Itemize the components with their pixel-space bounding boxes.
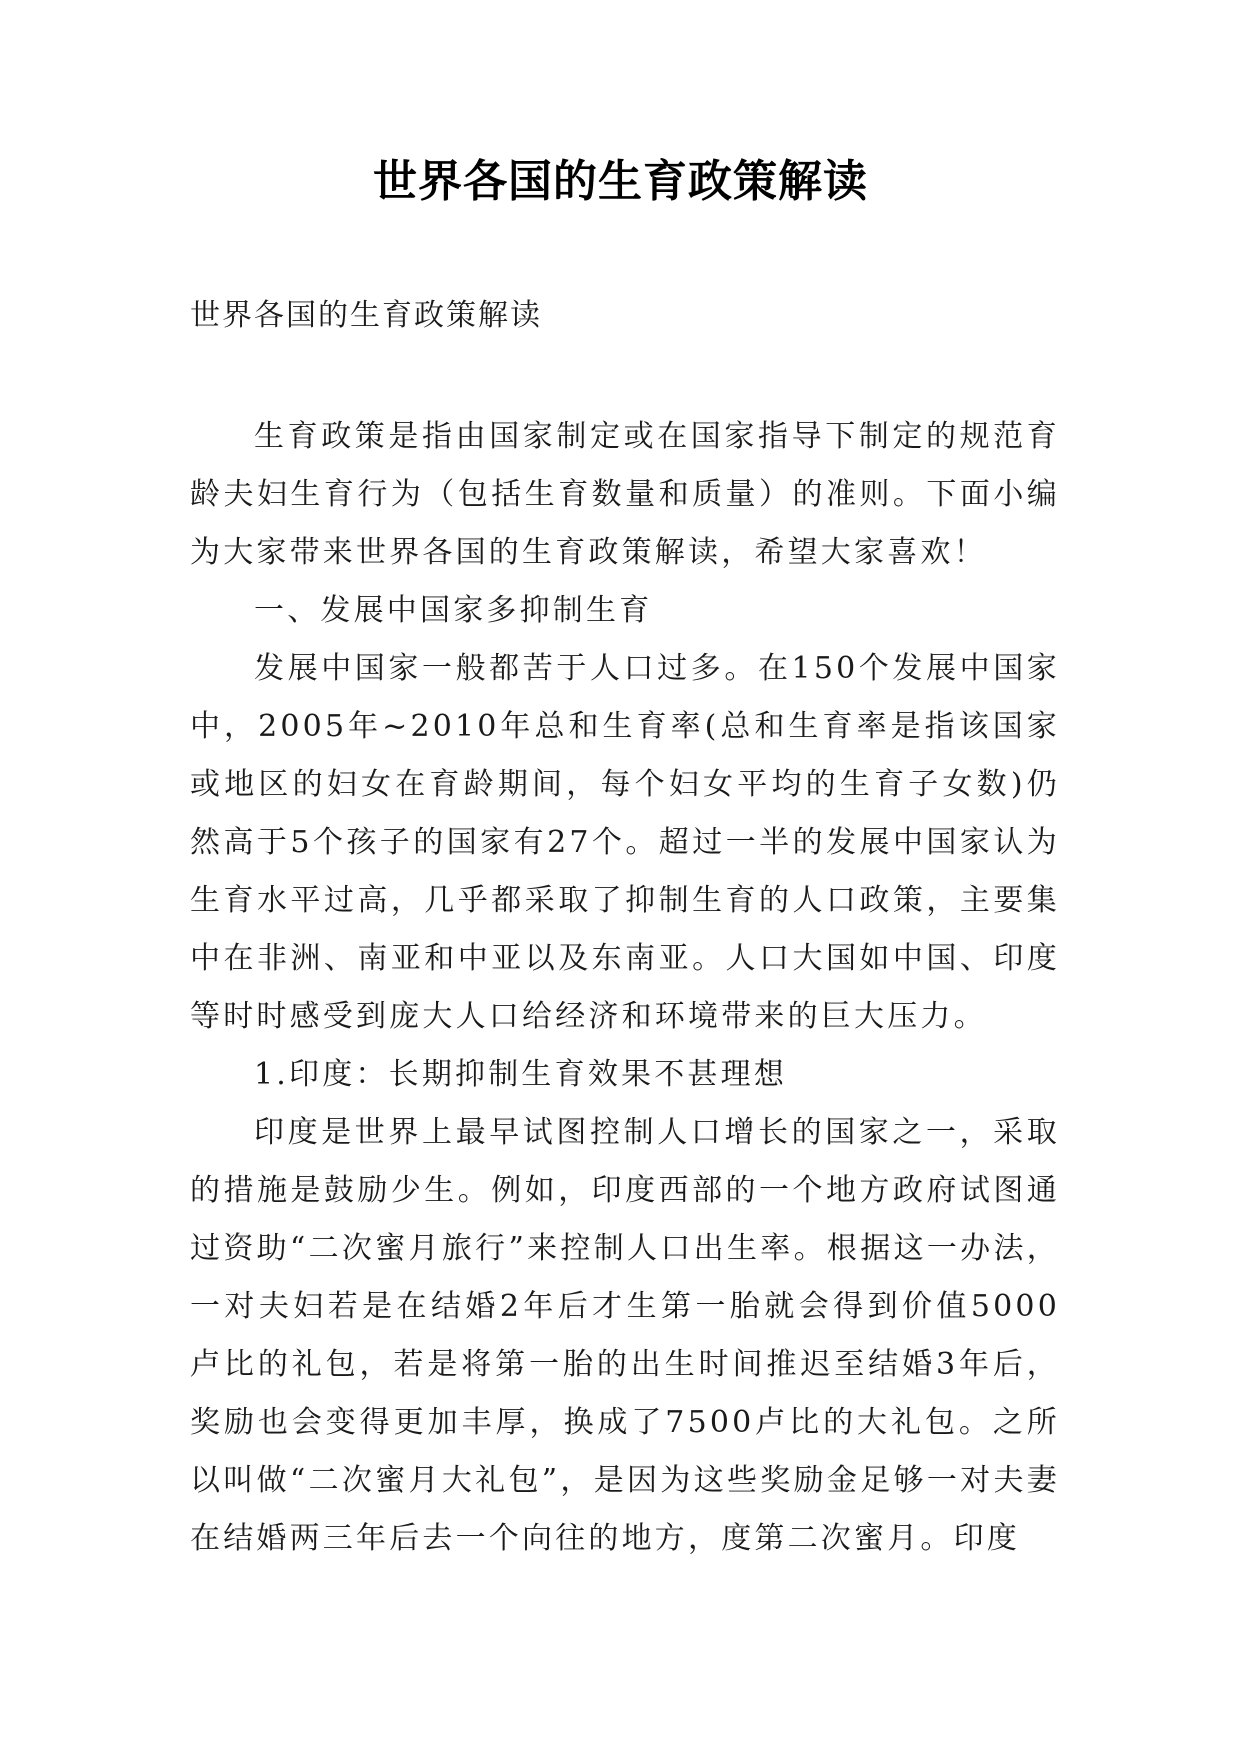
subsection-heading-india: 1.印度：长期抑制生育效果不甚理想 (254, 1057, 788, 1092)
document-subtitle: 世界各国的生育政策解读 (190, 298, 542, 333)
section-heading-developing-countries: 一、发展中国家多抑制生育 (254, 593, 653, 628)
paragraph-developing-countries: 发展中国家一般都苦于人口过多。在150个发展中国家中，2005年~2010年总和生育率(总和生育率是指该国家或地区的妇女在育龄期间，每个妇女平均的生育子女数)仍然高于5个孩子的国家有27个。超过一半的发展中国家认为生育水平过高，几乎都采取了抑制生育的人口政策，主要集中在非洲、南亚和中亚以及东南亚。人口大国如中国、印度等时时感受到庞大人口给经济和环境带来的巨大压力。 (190, 651, 1060, 1034)
paragraph-india: 印度是世界上最早试图控制人口增长的国家之一，采取的措施是鼓励少生。例如，印度西部的一个地方政府试图通过资助“二次蜜月旅行”来控制人口出生率。根据这一办法，一对夫妇若是在结婚2年后才生第一胎就会得到价值5000卢比的礼包，若是将第一胎的出生时间推迟至结婚3年后，奖励也会变得更加丰厚，换成了7500卢比的大礼包。之所以叫做“二次蜜月大礼包”，是因为这些奖励金足够一对夫妻在结婚两三年后去一个向往的地方，度第二次蜜月。印度 (190, 1115, 1060, 1556)
document-body (190, 408, 1060, 1568)
paragraph-intro: 生育政策是指由国家制定或在国家指导下制定的规范育龄夫妇生育行为（包括生育数量和质量）的准则。下面小编为大家带来世界各国的生育政策解读，希望大家喜欢！ (190, 419, 1060, 570)
document-title: 世界各国的生育政策解读 (373, 156, 868, 207)
